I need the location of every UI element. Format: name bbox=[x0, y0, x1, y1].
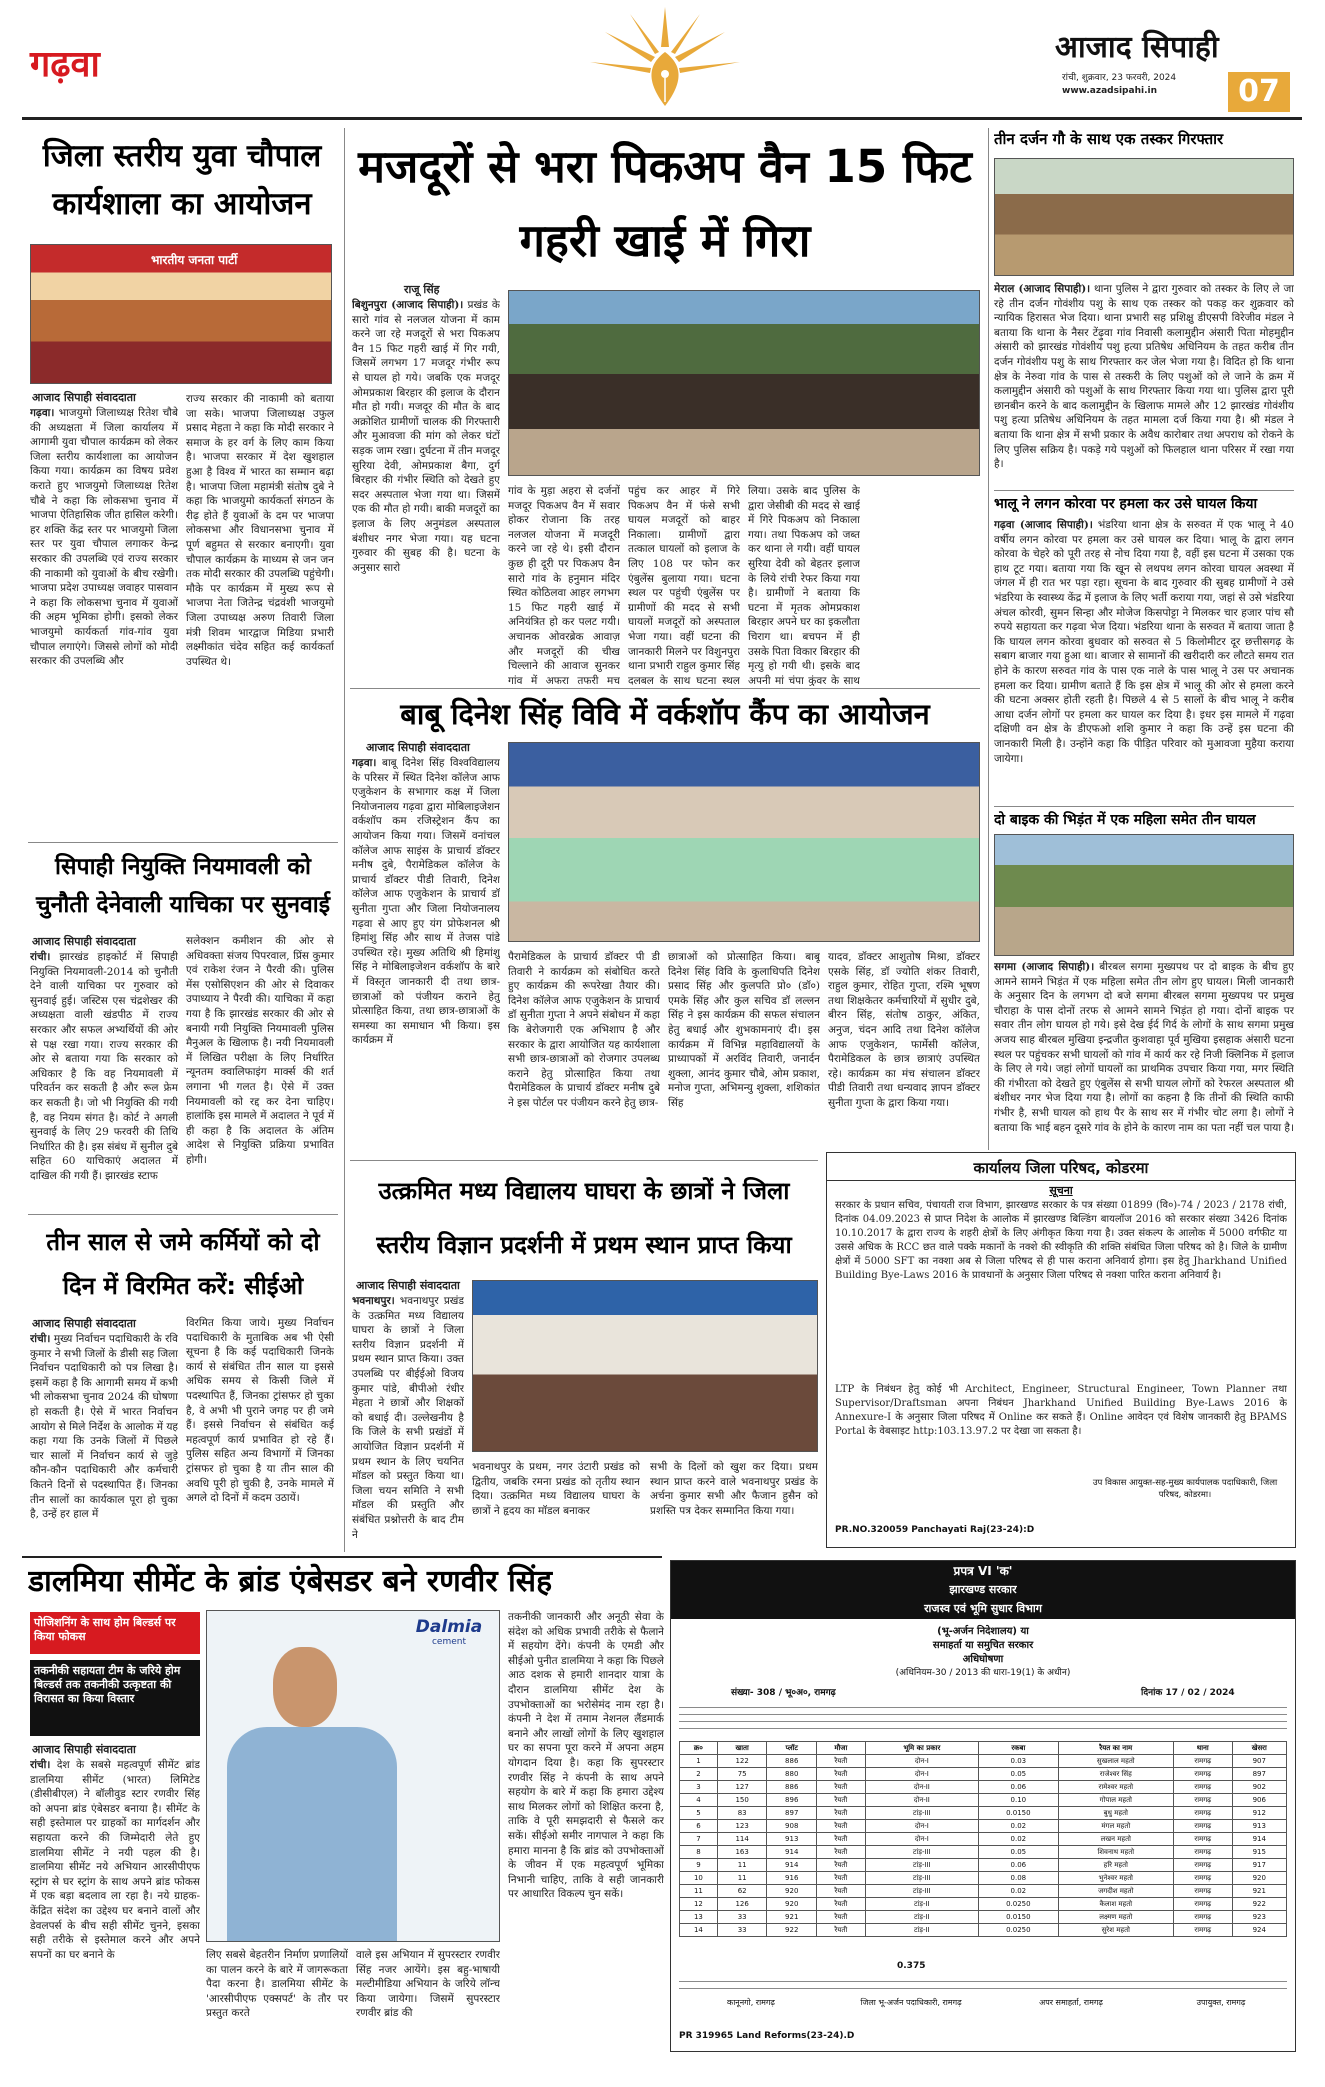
a9-byline: आजाद सिपाही संवाददाता bbox=[356, 1279, 460, 1292]
table-cell: 123 bbox=[717, 1820, 767, 1833]
table-cell: गोपाल महतो bbox=[1058, 1794, 1173, 1807]
table-cell: 886 bbox=[767, 1755, 817, 1768]
a2-col1-text: प्रखंड के सारो गांव से नलजल योजना में काम करने जा रहे मजदूरों से भरा पिकअप वैन 15 फिट गहरी खाई में गिर गयी, जिसमें लगभग 17 मजदूर गंभीर रूप से घायल हो गये। जबकि एक मजदूर ओमप्रकाश बिरहार की इलाज के दौरान मौत हो गयी। मजदूर की मौत के बाद अक्रोशित ग्रामीणों चालक की गिरफ्तारी और मुआवजा की मांग को लेकर घंटों सड़क जाम रखा। दुर्घटना में तीन मजदूर सुरिया देवी, ओमप्रकाश बैगा, दुर्ग बिरहार की गंभीर स्थिति को देखते हुए सदर अस्पताल भेजा गया था। जिसमें एक की मौत हो गयी। बाकी मजदूरों का इलाज के लिए अनुमंडल अस्पताल बंशीधर नगर भेजा गया। यह घटना गुरुवार की सुबह की है। घटना के अनुसार सारो bbox=[352, 299, 500, 574]
col-header: मौजा bbox=[817, 1742, 866, 1755]
table-cell: हरि महतो bbox=[1058, 1859, 1173, 1872]
table-row bbox=[680, 1794, 1287, 1807]
column-rule bbox=[988, 128, 989, 1150]
table-cell: 0.06 bbox=[979, 1781, 1059, 1794]
a10-kicker2: तकनीकी सहायता टीम के जरिये होम बिल्डर्स तक तकनीकी उत्कृष्टता की विरासत का किया विस्तार bbox=[30, 1660, 200, 1736]
table-cell: दोन-I bbox=[865, 1755, 978, 1768]
table-cell: रैयती bbox=[817, 1872, 866, 1885]
table-row bbox=[680, 1820, 1287, 1833]
divider bbox=[350, 688, 980, 689]
col-header: प्लॉट bbox=[767, 1742, 817, 1755]
dalmia-logo-text: Dalmia bbox=[415, 1617, 483, 1637]
table-row bbox=[680, 1768, 1287, 1781]
divider bbox=[28, 842, 338, 843]
table-cell: 917 bbox=[1232, 1859, 1286, 1872]
table-cell: 2 bbox=[680, 1768, 718, 1781]
a4-body-text: भंडरिया थाना क्षेत्र के सरुवत में एक भालू ने 40 वर्षीय लगन कोरवा पर हमला कर उसे घायल कर दिया। भालू के द्वारा लगन कोरवा के चेहरे को पूरी तरह से नोच दिया गया है, वहीं इस घटना में उसका एक हाथ टूट गया। बताया गया कि खून से लथपथ लगन कोरवा घायल अवस्था में जंगल में ही रात भर पड़ा रहा। सूचना के बाद गुरुवार की सुबह ग्रामीणों ने उसे भंडरिया के स्वास्थ्य केंद्र में इलाज के लिए भर्ती कराया गया, जहां से उसे भंडरिया अंचल कोरवी, सुमन सिन्हा और मोजेज किसपोट्टा ने मिलकर चार हजार पांच सौ रुपये सहायता कर गढ़वा भेज दिया। भंडरिया थाना के सरुवत में बताया जाता है कि घायल लगन कोरवा बुधवार को सरुवत से 5 किलोमीटर दूर छत्तीसगढ़ के सबाग बाजार गया हुआ था। बाजार से सामानों की खरीदारी कर लौटते समय रात होने के कारण सरुवत गांव के पास एक नाले के पास भालू ने उस पर अचानक हमला कर दिया। ग्रामीण बताते हैं कि इस क्षेत्र में भालू की ओर से हमला करने की घटना अक्सर होती रहती है। पिछले 4 से 5 सालों के बीच भालू ने करीब आधा दर्जन लोगों पर हमला कर घायल कर दिया है। इधर इस मामले में गढ़वा दक्षिणी वन क्षेत्र के डीएफओ शशि कुमार ने कहा कि उन्हें इस घटना की जानकारी मिली है। उन्होंने कहा कि पीड़ित परिवार को मुआवजा मुहैया कराया जायेगा। bbox=[994, 519, 1294, 765]
a3-body bbox=[994, 282, 1294, 488]
table-cell: 896 bbox=[767, 1794, 817, 1807]
land-table bbox=[679, 1741, 1287, 1937]
notice2-l4: (अधिनियम-30 / 2013 की धारा-19(1) के अधीन) bbox=[895, 1668, 1071, 1678]
notice2-total: 0.375 bbox=[897, 1961, 926, 1971]
col-header: थाना bbox=[1173, 1742, 1232, 1755]
a3-headline: तीन दर्जन गौ के साथ एक तस्कर गिरफ्तार bbox=[994, 130, 1224, 148]
table-cell: टांड़-II bbox=[865, 1898, 978, 1911]
a3-dateline: मेराल (आजाद सिपाही)। bbox=[994, 283, 1091, 295]
masthead bbox=[0, 0, 1325, 118]
a5-col1 bbox=[30, 950, 178, 1210]
table-cell: 921 bbox=[767, 1911, 817, 1924]
divider bbox=[350, 1160, 818, 1161]
notice2-pr: PR 319965 Land Reforms(23-24).D bbox=[679, 2031, 855, 2041]
a4-headline: भालू ने लगन कोरवा पर हमला कर उसे घायल किया bbox=[994, 496, 1258, 512]
table-cell: टांड़-III bbox=[865, 1885, 978, 1898]
dalmia-logo-sub: cement bbox=[431, 1637, 467, 1647]
a10-headline: डालमिया सीमेंट के ब्रांड एंबेसडर बने रणवीर सिंह bbox=[28, 1564, 553, 1599]
table-row bbox=[680, 1872, 1287, 1885]
a4-body bbox=[994, 518, 1294, 804]
table-cell: 11 bbox=[717, 1859, 767, 1872]
a6-col4: यादव, डॉक्टर आशुतोष मिश्रा, डॉक्टर एसके सिंह, डॉ ज्योति शंकर तिवारी, राहुल कुमार, रोहित गुप्ता, रश्मि भूषण तथा शिक्षकेतर कर्मचारियों में सुधीर दुबे, बीरन सिंह, संतोष ठाकुर, अंकित, अनुज, चंदन आदि तथा दिनेश कॉलेज आफ एजुकेशन, फार्मेसी कॉलेज, पैरामेडिकल के छात्र छात्राएं उपस्थित रहे। कार्यक्रम का मंच संचालन डॉक्टर पीडी तिवारी तथा धन्यवाद ज्ञापन डॉक्टर सुनीता गुप्ता के द्वारा किया गया। bbox=[828, 951, 980, 1109]
a7-body bbox=[994, 960, 1294, 1148]
a8-col1 bbox=[30, 1332, 178, 1546]
table-cell: रामगढ़ bbox=[1173, 1794, 1232, 1807]
a7-body-text: बीरबल सगमा मुख्यपथ पर दो बाइक के बीच हुए आमने सामने भिड़ंत में एक महिला समेत तीन लोग हुए घायल। मिली जानकारी के अनुसार दिन के लगभग दो बजे सगमा बीरबल सगमा मुख्यपथ पर प्रमुख चौराहा के पास दोनों तरफ से आमने सामने भिड़ंत हो गया। दोनों बाइक पर सवार तीन लोग घायल हो गये। इसे देख ईर्द गिर्द के लोगों के साथ सगमा प्रमुख अजय साह बीरबल मुखिया इन्द्रजीत कुशवाहा पूर्व मुखिया इसहाक अंसारी घटना स्थल पर पहुंचकर सभी घायलों को गांव में कार्य कर रहे निजी क्लिनिक में इलाज के लिए ले गये। जहां लोगों घायलों का प्राथमिक उपचार किया गया, मगर स्थिति की गंभीरता को देखते हुए एंबुलेंस से सभी घायल लोगों को रेफरल अस्पताल श्री बंशीधर नगर भेज दिया गया है। लोगों का कहना है कि तीनों की स्थिति काफी गंभीर है, सभी घायल को हाथ पैर के साथ सर में गंभीर चोट लगा है। लोगों ने बताया कि भाई बहन दूसरे गांव के होने के कारण नाम का पता नहीं चल पाया है। bbox=[994, 961, 1294, 1134]
a10-col2: लिए सबसे बेहतरीन निर्माण प्रणालियों का पालन करने के बारे में जागरूकता पैदा करना है। डालमिया सीमेंट के 'आरसीपीएफ एक्सपर्ट' के तौर पर प्रस्तुत करते bbox=[206, 1949, 348, 2020]
table-cell: 1 bbox=[680, 1755, 718, 1768]
table-cell: रामेश्वर महतो bbox=[1058, 1781, 1173, 1794]
notice2-sign-2: जिला भू-अर्जन पदाधिकारी, रामगढ़ bbox=[860, 1998, 962, 2007]
col-header: खेसरा bbox=[1232, 1742, 1286, 1755]
a2-col1 bbox=[352, 298, 500, 686]
table-cell: रामगढ़ bbox=[1173, 1833, 1232, 1846]
col-header: रकबा bbox=[979, 1742, 1059, 1755]
a6-col3: छात्राओं को प्रोत्साहित किया। बाबू दिनेश सिंह विवि के कुलाधिपति दिनेश प्रसाद सिंह और कुलपति प्रो० (डॉ०) एमके सिंह और कुल सचिव डॉ लल्लन सिंह ने इस कार्यक्रम की सफल संचालन हेतु बधाई और शुभकामनाएं दी। इस कार्यक्रम में विभिन्न महाविद्यालयों के प्राध्यापकों में अरविंद तिवारी, जनार्दन शुक्ला, आनंद कुमार चौबे, ओम प्रकाश, मनोज गुप्ता, अभिमन्यु शुक्ला, शशिकांत सिंह bbox=[668, 951, 820, 1109]
masthead-rule bbox=[22, 117, 1302, 120]
a2-col3: पहुंच कर आहर में गिरे पिकअप वैन में फंसे सभी घायल मजदूरों को बाहर निकाला। ग्रामीणों द्वारा तत्काल घायलों को इलाज के लिए 108 पर फोन कर एंबुलेंस बुलाया गया। घटना स्थल पर पहुंची एंबुलेंस पर ग्रामीणों की मदद से सभी घायलों मजदूरों को अस्पताल भेजा गया। वहीं घटना की जानकारी मिलने पर विशुनपुरा थाना प्रभारी राहुल कुमार सिंह दलबल के साथ घटना स्थल bbox=[628, 485, 740, 686]
table-cell: 920 bbox=[767, 1898, 817, 1911]
land-table-header bbox=[680, 1742, 1287, 1755]
table-cell: 902 bbox=[1232, 1781, 1286, 1794]
notice2-footer-text bbox=[679, 1975, 1287, 1989]
table-cell: भुनेश्वर महतो bbox=[1058, 1872, 1173, 1885]
a1-dateline: गढ़वा। bbox=[30, 407, 55, 419]
col-header: क्र० bbox=[680, 1742, 718, 1755]
a2-dateline: बिशुनपुरा (आजाद सिपाही)। bbox=[352, 299, 464, 311]
notice2-state: झारखण्ड सरकार bbox=[671, 1581, 1295, 1599]
table-cell: 0.05 bbox=[979, 1768, 1059, 1781]
table-cell: 915 bbox=[1232, 1846, 1286, 1859]
table-cell: 4 bbox=[680, 1794, 718, 1807]
table-cell: 920 bbox=[767, 1885, 817, 1898]
column-rule bbox=[344, 128, 345, 1552]
a5-dateline: रांची। bbox=[30, 951, 51, 963]
table-row bbox=[680, 1846, 1287, 1859]
table-row bbox=[680, 1781, 1287, 1794]
table-cell: रैयती bbox=[817, 1911, 866, 1924]
notice1-pr: PR.NO.320059 Panchayati Raj(23-24):D bbox=[835, 1525, 1035, 1535]
table-cell: 3 bbox=[680, 1781, 718, 1794]
table-cell: 916 bbox=[767, 1872, 817, 1885]
a6-dateline: गढ़वा। bbox=[352, 757, 377, 769]
a10-col1-text: देश के सबसे महत्वपूर्ण सीमेंट ब्रांड डालमिया सीमेंट (भारत) लिमिटेड (डीसीबीएल) ने बॉलीवुड स्टार रणवीर सिंह को अपना ब्रांड एंबेसडर बनाया है। सीमेंट के सही इस्तेमाल पर ग्राहकों का मार्गदर्शन और सहायता करने की जिम्मेदारी लेते हुए डालमिया सीमेंट ने नयी पहल की है। डालमिया सीमेंट नये अभियान आरसीपीएफ स्ट्रांग से घर स्ट्रांग के साथ अपने ब्रांड फोकस में एक बड़ा बदलाव ला रहा है। नये ग्राहक-केंद्रित संदेश का उद्देश्य घर बनाने वालों और डेवलपर्स के बीच सही सीमेंट चुनने, इसका सही तरीके से इस्तेमाल करने और अपने सपनों का घर बनाने के bbox=[30, 1759, 200, 1961]
table-cell: 0.06 bbox=[979, 1859, 1059, 1872]
table-row bbox=[680, 1833, 1287, 1846]
table-cell: जगदीश महतो bbox=[1058, 1885, 1173, 1898]
table-cell: 0.0250 bbox=[979, 1924, 1059, 1937]
a9-colb1: भवनाथपुर के प्रथम, नगर उंटारी प्रखंड को द्वितीय, जबकि रमना प्रखंड को तृतीय स्थान दिया। उत्क्रमित मध्य विद्यालय घाघरा के छात्रों ने हृदय का मॉडल बनाकर bbox=[472, 1461, 640, 1517]
notice2-form: प्रपत्र VI 'क' bbox=[671, 1561, 1295, 1581]
table-cell: दोन-I bbox=[865, 1768, 978, 1781]
a8-byline: आजाद सिपाही संवाददाता bbox=[32, 1317, 136, 1330]
a5-col2: सलेक्शन कमीशन की ओर से अधिवक्ता संजय पिपरवाल, प्रिंस कुमार एवं राकेश रंजन ने पैरवी की। पुलिस मेंस एसोसिएशन की ओर से दिवाकर उपाध्याय ने पैरवी की। याचिका में कहा गया है कि झारखंड सरकार की ओर से बनायी गयी नियुक्ति नियमावली पुलिस मैनुअल के खिलाफ है। नयी नियमावली में लिखित परीक्षा के लिए निर्धारित न्यूनतम क्वालिफाइंग मार्क्स की शर्त लगाना भी गलत है। ऐसे में उक्त नियमावली को रद्द कर देना चाहिए। हालांकि इस मामले में अदालत ने पूर्व में ही कहा है कि अदालत के अंतिम आदेश से नियुक्ति प्रक्रिया प्रभावित होगी। bbox=[186, 935, 334, 1166]
table-cell: दोन-I bbox=[865, 1820, 978, 1833]
a1-col2: राज्य सरकार की नाकामी को बताया जा सके। भाजपा जिलाध्यक्ष उफुल प्रसाद मेहता ने कहा कि मोदी सरकार ने समाज के हर वर्ग के लिए काम किया है। भाजपा सरकार में देश खुशहाल हुआ है विश्व में भारत का सम्मान बढ़ा है। भाजपा जिला महामंत्री संतोष दुबे ने कहा कि भाजयुमो कार्यकर्ता संगठन के रीढ़ होते हैं युवाओं के दम पर भाजपा लोकसभा और विधानसभा चुनाव में पूर्ण बहुमत से सरकार बनाएगी। युवा चौपाल कार्यक्रम के माध्यम से जन जन तक मोदी सरकार की उपलब्धि पहुंचेगी। मौके पर कार्यक्रम में मुख्य रूप से भाजपा नेता जितेन्द्र चंद्रवंशी भाजयुमो जिला उपाध्यक्ष अरुण तिवारी जिला मंत्री शिवम भारद्वाज मिडिया प्रभारी लक्ष्मीकांत चंदेव सहित कई कार्यकर्ता उपस्थित थे। bbox=[186, 393, 334, 668]
table-cell: राजेश्वर सिंह bbox=[1058, 1768, 1173, 1781]
a5-byline: आजाद सिपाही संवाददाता bbox=[32, 935, 136, 948]
a5-headline: सिपाही नियुक्ति नियमावली को चुनौती देनेवाली याचिका पर सुनवाई bbox=[36, 854, 330, 918]
notice2-sign-1: कानूनगो, रामगढ़ bbox=[727, 1998, 775, 2007]
a10-col1 bbox=[30, 1758, 200, 2050]
section-name: गढ़वा bbox=[30, 44, 100, 85]
notice2-l3: अधिघोषणा bbox=[962, 1654, 1004, 1665]
table-cell: 9 bbox=[680, 1859, 718, 1872]
table-cell: कैलाश महतो bbox=[1058, 1898, 1173, 1911]
table-cell: रामगढ़ bbox=[1173, 1911, 1232, 1924]
a8-col1-text: मुख्य निर्वाचन पदाधिकारी के रवि कुमार ने सभी जिलों के डीसी सह जिला निर्वाचन पदाधिकारी को पत्र लिखा है। इसमें कहा है कि आगामी समय में कभी भी लोकसभा चुनाव 2024 की घोषणा हो सकती है। ऐसे में भारत निर्वाचन आयोग से मिले निर्देश के आलोक में यह कहा गया कि उनके जिलों में पिछले चार सालों में निर्वाचन कार्य से जुड़े कौन-कौन पदाधिकारी और कर्मचारी कितने दिनों से पदस्थापित हैं। जिनका तीन सालों का कार्यकाल पूरा हो चुका है, उन्हें हर हाल में bbox=[30, 1333, 178, 1521]
divider bbox=[994, 490, 1294, 491]
notice2-ref: संख्या- 308 / भू०अ०, रामगढ़ bbox=[731, 1688, 836, 1698]
a2-headline: मजदूरों से भरा पिकअप वैन 15 फिट गहरी खाई में गिरा bbox=[358, 140, 972, 267]
table-row bbox=[680, 1885, 1287, 1898]
a6-col2: पैरामेडिकल के प्राचार्य डॉक्टर पी डी तिवारी ने कार्यक्रम को संबोधित करते हुए कार्यक्रम की रूपरेखा तैयार की। दिनेश कॉलेज आफ एजुकेशन के प्राचार्य डॉ सुनीता गुप्ता ने अपने संबोधन में कहा कि बेरोजगारी एक अभिशाप है और सरकार के द्वारा आयोजित यह कार्यशाला सभी छात्र-छात्राओं को रोजगार उपलब्ध कराने हेतु प्रोत्साहित किया तथा पैरामेडिकल के प्राचार्य डॉक्टर मनीष दुबे ने इस पोर्टल पर पंजीयन करने हेतु छात्र- bbox=[508, 951, 660, 1109]
table-cell: 127 bbox=[717, 1781, 767, 1794]
a7-dateline: सगमा (आजाद सिपाही)। bbox=[994, 961, 1095, 973]
table-cell: 0.0250 bbox=[979, 1898, 1059, 1911]
table-cell: 10 bbox=[680, 1872, 718, 1885]
table-cell: 83 bbox=[717, 1807, 767, 1820]
col-header: खाता bbox=[717, 1742, 767, 1755]
notice-land-reforms bbox=[670, 1560, 1296, 2052]
table-cell: 908 bbox=[767, 1820, 817, 1833]
table-cell: 11 bbox=[680, 1885, 718, 1898]
notice2-sign-4: उपायुक्त, रामगढ़ bbox=[1196, 1998, 1246, 2007]
a8-dateline: रांची। bbox=[30, 1333, 51, 1345]
table-cell: 33 bbox=[717, 1924, 767, 1937]
table-cell: रामगढ़ bbox=[1173, 1768, 1232, 1781]
table-cell: 897 bbox=[1232, 1768, 1286, 1781]
a6-headline: बाबू दिनेश सिंह विवि में वर्कशॉप कैंप का आयोजन bbox=[400, 697, 930, 731]
a1-col1 bbox=[30, 406, 178, 838]
a9-col1 bbox=[352, 1294, 464, 1546]
a9-dateline: भवनाथपुर। bbox=[352, 1295, 395, 1307]
table-cell: रामगढ़ bbox=[1173, 1859, 1232, 1872]
table-cell: 914 bbox=[767, 1846, 817, 1859]
table-cell: लखन महतो bbox=[1058, 1833, 1173, 1846]
table-cell: टांड़-II bbox=[865, 1924, 978, 1937]
table-cell: रैयती bbox=[817, 1898, 866, 1911]
table-cell: रैयती bbox=[817, 1885, 866, 1898]
a7-headline: दो बाइक की भिड़ंत में एक महिला समेत तीन घायल bbox=[994, 812, 1256, 828]
a9-headline: उत्क्रमित मध्य विद्यालय घाघरा के छात्रों ने जिला स्तरीय विज्ञान प्रदर्शनी में प्रथम स्थान प्राप्त किया bbox=[376, 1177, 792, 1259]
table-cell: दोन-II bbox=[865, 1781, 978, 1794]
table-cell: रैयती bbox=[817, 1781, 866, 1794]
a1-banner-text: भारतीय जनता पार्टी bbox=[151, 253, 238, 267]
table-cell: 126 bbox=[717, 1898, 767, 1911]
table-cell: रामगढ़ bbox=[1173, 1898, 1232, 1911]
table-cell: 920 bbox=[1232, 1872, 1286, 1885]
a5-col1-text: झारखंड हाइकोर्ट में सिपाही नियुक्ति नियमावली-2014 को चुनौती देने वाली याचिका पर गुरुवार को सुनवाई हुई। जस्टिस एस चंद्रशेखर की अध्यक्षता वाली खंडपीठ में राज्य सरकार और सफल अभ्यर्थियों की ओर से पक्ष रखा गया। राज्य सरकार की ओर से बताया गया कि सरकार को अधिकार है कि वह नियमावली में परिवर्तन कर सकती है और रूल फ्रेम कर सकती है। जो भी नियुक्ति की गयी है, वह नियम संगत है। कोर्ट ने अगली सुनवाई के लिए 29 फरवरी की तिथि निर्धारित की है। इस संबंध में सुनील दुबे सहित 60 याचिकाएं अदालत में दाखिल की गयी हैं। झारखंड स्टाफ bbox=[30, 951, 178, 1182]
table-cell: रैयती bbox=[817, 1794, 866, 1807]
table-cell: रामगढ़ bbox=[1173, 1820, 1232, 1833]
table-row bbox=[680, 1911, 1287, 1924]
table-cell: रामगढ़ bbox=[1173, 1781, 1232, 1794]
notice2-sign-3: अपर समाहर्ता, रामगढ़ bbox=[1039, 1998, 1103, 2007]
table-cell: 922 bbox=[1232, 1898, 1286, 1911]
table-row bbox=[680, 1898, 1287, 1911]
table-cell: टांड़-III bbox=[865, 1807, 978, 1820]
table-cell: दोन-I bbox=[865, 1833, 978, 1846]
divider bbox=[994, 806, 1294, 807]
table-cell: रामगढ़ bbox=[1173, 1885, 1232, 1898]
table-cell: रामगढ़ bbox=[1173, 1846, 1232, 1859]
table-cell: 906 bbox=[1232, 1794, 1286, 1807]
table-cell: 7 bbox=[680, 1833, 718, 1846]
table-cell: 11 bbox=[717, 1872, 767, 1885]
table-cell: 0.08 bbox=[979, 1872, 1059, 1885]
a10-dateline: रांची। bbox=[30, 1759, 51, 1771]
a9-col1-text: भवनाथपुर प्रखंड के उत्क्रमित मध्य विद्यालय घाघरा के छात्रों ने जिला स्तरीय विज्ञान प्रदर्शनी में प्रथम स्थान प्राप्त किया। उक्त उपलब्धि पर बीईईओ विजय कुमार पांडे, बीपीओ रंधीर मेहता ने छात्रों और शिक्षकों को बधाई दी। उल्लेखनीय है कि जिले के सभी प्रखंडों में आयोजित विज्ञान प्रदर्शनी में प्रथम स्थान के लिए चयनित मॉडल को प्रस्तुत किया था। जिला चयन समिति ने सभी मॉडल की प्रस्तुति और संबंधित प्रश्नोत्तरी के बाद टीम ने bbox=[352, 1295, 464, 1541]
a2-byline: राजू सिंह bbox=[404, 283, 440, 296]
table-cell: रामगढ़ bbox=[1173, 1872, 1232, 1885]
table-cell: 912 bbox=[1232, 1807, 1286, 1820]
notice2-date: दिनांक 17 / 02 / 2024 bbox=[1141, 1688, 1235, 1698]
table-cell: 75 bbox=[717, 1768, 767, 1781]
table-cell: टांड़-III bbox=[865, 1846, 978, 1859]
table-cell: रैयती bbox=[817, 1768, 866, 1781]
table-cell: 5 bbox=[680, 1807, 718, 1820]
a1-col1-text: भाजयुमो जिलाध्यक्ष रितेश चौबे की अध्यक्षता में जिला कार्यालय में आगामी युवा चौपाल कार्यक्रम को लेकर जिला स्तरीय कार्यशाला का आयोजन किया गया। कार्यक्रम का विषय प्रवेश कराते हुए भाजयुमो जिलाध्यक्ष रितेश चौबे ने कहा कि लोकसभा चुनाव में भाजपा ऐतिहासिक जीत हासिल करेगी। हर शक्ति केंद्र स्तर पर भाजयुमो जिला स्तर पर युवा चौपाल लगाकर केन्द्र सरकार की उपलब्धि एवं राज्य सरकार की नाकामी को युवाओं के बीच रखेगी। भाजपा प्रदेश उपाध्यक्ष जवाहर पासवान ने कहा कि लोकसभा चुनाव में युवाओं की अहम भूमिका होगी। इसको लेकर भाजयुमो कार्यकर्ता गांव-गांव युवा चौपाल लगाएंगे। जिससे लोगों को मोदी सरकार की उपलब्धि और bbox=[30, 407, 178, 668]
page-number: 07 bbox=[1228, 72, 1290, 112]
ranveer-photo bbox=[206, 1610, 500, 1942]
notice1-title: कार्यालय जिला परिषद, कोडरमा bbox=[827, 1155, 1295, 1181]
notice2-l2: समाहर्ता या समुचित सरकार bbox=[932, 1640, 1034, 1651]
table-cell: लक्ष्मण महतो bbox=[1058, 1911, 1173, 1924]
a9-colb2: सभी के दिलों को खुश कर दिया। प्रथम स्थान प्राप्त करने वाले भवनाथपुर प्रखंड के अर्चना कुमार सभी और फैजान हुसैन को प्रशस्ति पत्र देकर सम्मानित किया गया। bbox=[650, 1461, 818, 1517]
a1-headline: जिला स्तरीय युवा चौपाल कार्यशाला का आयोजन bbox=[42, 138, 322, 222]
table-cell: रैयती bbox=[817, 1820, 866, 1833]
table-cell: रैयती bbox=[817, 1807, 866, 1820]
a6-byline: आजाद सिपाही संवाददाता bbox=[366, 741, 470, 754]
notice2-preamble bbox=[679, 1701, 1287, 1735]
table-cell: सुरेश महतो bbox=[1058, 1924, 1173, 1937]
table-cell: 0.02 bbox=[979, 1833, 1059, 1846]
table-cell: 33 bbox=[717, 1911, 767, 1924]
table-cell: सुखलाल महतो bbox=[1058, 1755, 1173, 1768]
bottom-rule bbox=[22, 1556, 662, 1558]
a4-dateline: गढ़वा (आजाद सिपाही)। bbox=[994, 519, 1093, 531]
a9-photo bbox=[472, 1280, 818, 1452]
table-cell: टांड़-III bbox=[865, 1872, 978, 1885]
a2-col4: लिया। उसके बाद पुलिस के द्वारा जेसीबी की मदद से खाई में गिरे पिकअप को निकाला गया। तथा पिकअप को जब्त कर थाना ले गयी। वहीं घायल सुरिया देवी को बेहतर इलाज के लिये रांची रेफर किया गया है। ग्रामीणों ने बताया कि घटना में मृतक ओमप्रकाश बिरहार अपने घर का इकलौता चिराग था। बचपन में ही उसके पिता विकार बिरहार की मृत्यु हो गयी थी। इसके बाद अपनी मां चंपा कुंवर के साथ bbox=[748, 485, 860, 686]
a2-col2: गांव के मुड़ा अहरा से दर्जनों मजदूर पिकअप वैन में सवार होकर रोजाना कि तरह नलजल योजना में मजदूरी करने जा रहे थे। इसी दौरान कुछ ही दूरी पर पिकअप वैन सारो गांव के हनुमान मंदिर स्थित कोठिलवा आहर लगभग 15 फिट गहरी खाई में अनियंत्रित हो कर पलट गयी। अचानक ओवरब्रेक आवाज़ और मजदूरों की चीख चिल्लाने की आवाज सुनकर गांव में अफरा तफरी मच bbox=[508, 485, 620, 686]
a3-photo bbox=[994, 158, 1294, 276]
a6-col1 bbox=[352, 756, 500, 1152]
a10-kicker1: पोजिशनिंग के साथ होम बिल्डर्स पर किया फोकस bbox=[30, 1612, 200, 1654]
a3-body-text: थाना पुलिस ने द्वारा गुरुवार को तस्कर के लिए ले जा रहे तीन दर्जन गोवंशीय पशु के साथ एक तस्कर को पकड़ कर शुक्रवार को न्यायिक हिरासत भेज दिया। थाना प्रभारी सह प्रशिक्षु डीएसपी विरेजीव मंडल ने बताया कि थाना के नैसर टेंढ़ुवा गांव निवासी कलामुद्दीन अंसारी पिता मोहमुद्दीन अंसारी को झारखंड गोवंशीय पशु हत्या प्रतिषेध अधिनियम के तहत करीब तीन दर्जन गोवंशीय पशु के साथ गिरफ्तार कर जेल भेजा गया है। विदित हो कि थाना क्षेत्र के नेरुवा गांव के पास से तस्करी के लिए पशुओं को ले जाने के क्रम में कलामुद्दीन अंसारी को पशुओं के साथ गिरफ्तार किया गया था। पुलिस द्वारा पूरी छानबीन करने के बाद कलामुद्दीन के खिलाफ मामले और 12 झारखंड गोवंशीय पशु हत्या प्रतिषेध अधिनियम के तहत मामला दर्ज किया गया है। श्री मंडल ने बताया कि थाना क्षेत्र में सभी प्रकार के अवैध कारोबार तथा अपराध को रोकने के लिए पुलिस सक्रिय है। पकड़े गये पशुओं को फिलहाल थाना परिसर में रखा गया है। bbox=[994, 283, 1294, 471]
pen-nib-logo bbox=[585, 2, 745, 112]
table-cell: दोन-II bbox=[865, 1794, 978, 1807]
table-cell: 0.02 bbox=[979, 1885, 1059, 1898]
table-cell: 8 bbox=[680, 1846, 718, 1859]
table-row bbox=[680, 1807, 1287, 1820]
table-cell: 914 bbox=[767, 1859, 817, 1872]
person-body bbox=[227, 1727, 397, 1942]
table-cell: 0.10 bbox=[979, 1794, 1059, 1807]
a7-photo bbox=[994, 834, 1294, 956]
divider bbox=[28, 1214, 338, 1215]
table-cell: 914 bbox=[1232, 1833, 1286, 1846]
table-cell: 13 bbox=[680, 1911, 718, 1924]
table-cell: 0.03 bbox=[979, 1755, 1059, 1768]
date-line: रांची, शुक्रवार, 23 फरवरी, 2024 bbox=[1062, 73, 1177, 83]
table-cell: 12 bbox=[680, 1898, 718, 1911]
table-cell: 0.02 bbox=[979, 1820, 1059, 1833]
table-cell: 886 bbox=[767, 1781, 817, 1794]
table-cell: 880 bbox=[767, 1768, 817, 1781]
table-cell: रामगढ़ bbox=[1173, 1807, 1232, 1820]
table-cell: 62 bbox=[717, 1885, 767, 1898]
table-cell: 163 bbox=[717, 1846, 767, 1859]
table-cell: 0.0150 bbox=[979, 1911, 1059, 1924]
a8-col2: विरमित किया जाये। मुख्य निर्वाचन पदाधिकारी के मुताबिक अब भी ऐसी सूचना है कि कई पदाधिकारी जिनके कार्य से संबंधित तीन साल या इससे अधिक समय से किसी जिले में पदस्थापित हैं, जिनका ट्रांसफर हो चुका है, वे अभी भी पुराने जगह पर ही जमे हैं। इससे निर्वाचन से संबंधित कई महत्वपूर्ण कार्य प्रभावित हो रहे हैं। पुलिस सहित अन्य विभागों में जिनका ट्रांसफर हो चुका है या तीन साल की अवधि पूरी हो चुकी है, उनके मामले में अगले दो दिनों में कदम उठायें। bbox=[186, 1317, 334, 1505]
a10-col4: तकनीकी जानकारी और अनूठी सेवा के संदेश को अधिक प्रभावी तरीके से फैलाने में सहयोग देंगे। कंपनी के एमडी और सीईओ पुनीत डालमिया ने कहा कि पिछले आठ दशक से हमारी शानदार यात्रा के दौरान डालमिया सीमेंट देश के उपभोक्ताओं का भरोसेमंद नाम रहा है। कंपनी ने देश में तमाम नेशनल लैंडमार्क बनाने और लाखों लोगों के लिए खुशहाल घर का सपना पूरा करने में अपना अहम योगदान दिया है। कहा कि सुपरस्टार रणवीर सिंह ने कंपनी के साथ अपने सहयोग के बारे में कहा कि हमारा उद्देश्य साथ मिलकर लोगों को शिक्षित करना है, ताकि वे पूरी समझदारी से फैसले कर सकें। सीईओ समीर नागपाल ने कहा कि हमारा मानना है कि ब्रांड को उपभोक्ताओं के जीवन में एक महत्वपूर्ण भूमिका निभानी चाहिए, ताकि वे सही जानकारी पर आधारित विकल्प चुन सकें। bbox=[508, 1611, 664, 1901]
notice-kodarma bbox=[826, 1152, 1296, 1548]
a6-col1-text: बाबू दिनेश सिंह विश्वविद्यालय के परिसर में स्थित दिनेश कॉलेज आफ एजुकेशन के सभागार कक्ष में जिला नियोजनालय गढ़वा द्वारा मोबिलाइजेशन वर्कशॉप कम रजिस्ट्रेशन कैंप का आयोजन किया गया। जिसमें वनांचल कॉलेज आफ साइंस के प्राचार्य डॉक्टर मनीष दुबे, पैरामेडिकल कॉलेज के प्राचार्य डॉक्टर पीडी तिवारी, दिनेश कॉलेज आफ एजुकेशन के प्राचार्य डॉ सुनीता गुप्ता और जिला नियोजनालय गढ़वा से आए हुए यंग प्रोफेशनल श्री हिमांशु सिंह और साथ में तेजस पांडे उपस्थित रहे। मुख्य अतिथि श्री हिमांशु सिंह ने मोबिलाइजेशन वर्कशॉप के बारे में विस्तृत जानकारी दी तथा छात्र-छात्राओं को पंजीयन कराने हेतु प्रोत्साहित किया, तथा छात्र-छात्राओं के समस्या का समाधान भी किया। इस कार्यक्रम में bbox=[352, 757, 500, 1047]
notice2-l1: (भू-अर्जन निदेशालय) या bbox=[937, 1626, 1029, 1637]
table-cell: रैयती bbox=[817, 1846, 866, 1859]
table-cell: रैयती bbox=[817, 1755, 866, 1768]
notice1-sign: उप विकास आयुक्त-सह-मुख्य कार्यपालक पदाधिकारी, जिला परिषद, कोडरमा। bbox=[1092, 1478, 1278, 1500]
a6-photo bbox=[508, 742, 980, 942]
table-cell: रामगढ़ bbox=[1173, 1755, 1232, 1768]
a1-photo bbox=[30, 244, 332, 384]
table-cell: रामगढ़ bbox=[1173, 1924, 1232, 1937]
table-cell: टांड़-III bbox=[865, 1859, 978, 1872]
table-cell: रैयती bbox=[817, 1924, 866, 1937]
a10-col3: वाले इस अभियान में सुपरस्टार रणवीर सिंह नजर आयेंगे। इस बहु-भाषायी मल्टीमीडिया अभियान के जरिये लॉन्च किया जायेगा। जिसमें सुपरस्टार रणवीर ब्रांड की bbox=[356, 1949, 500, 2020]
table-row bbox=[680, 1755, 1287, 1768]
col-header: रैयत का नाम bbox=[1058, 1742, 1173, 1755]
table-cell: 907 bbox=[1232, 1755, 1286, 1768]
table-row bbox=[680, 1924, 1287, 1937]
a1-byline: आजाद सिपाही संवाददाता bbox=[32, 391, 136, 404]
table-row bbox=[680, 1859, 1287, 1872]
table-cell: मंगल महतो bbox=[1058, 1820, 1173, 1833]
table-cell: 14 bbox=[680, 1924, 718, 1937]
table-cell: 913 bbox=[1232, 1820, 1286, 1833]
table-cell: 6 bbox=[680, 1820, 718, 1833]
table-cell: शिवनाथ महतो bbox=[1058, 1846, 1173, 1859]
table-cell: 924 bbox=[1232, 1924, 1286, 1937]
table-cell: 923 bbox=[1232, 1911, 1286, 1924]
a2-photo bbox=[508, 290, 980, 476]
notice1-body: सरकार के प्रधान सचिव, पंचायती राज विभाग, झारखण्ड सरकार के पत्र संख्या 01899 (वि०)-74 / 2023 / 2178 रांची, दिनांक 04.09.2023 से प्राप्त निदेश के आलोक में झारखण्ड बिल्डिंग बायलॉज 2016 को सरकार संख्या 3426 दिनांक 10.10.2017 के द्वारा राज्य के शहरी क्षेत्रों के लिए अंगीकृत किया गया है। उक्त संकल्प के आलोक में 5000 वर्गफीट या उससे अधिक के RCC छत वाले पक्के मकानों के नक्शे की स्वीकृति की शक्ति संबंधित जिला परिषद को है। जिले के ग्रामीण क्षेत्रों में 5000 SFT का नक्शा अब से जिला परिषद से ही पास कराना अनिवार्य होगा। इस हेतु Jharkhand Unified Building Bye-Laws 2016 के प्रावधानों के अनुसार जिला परिषद से नक्शा पारित कराना अनिवार्य है। bbox=[835, 1200, 1287, 1281]
notice2-dept: राजस्व एवं भूमि सुधार विभाग bbox=[671, 1599, 1295, 1619]
table-cell: बुधु महतो bbox=[1058, 1807, 1173, 1820]
notice1-body2: LTP के निबंधन हेतु कोई भी Architect, Engineer, Structural Engineer, Town Planner तथा Supervisor/Draftsman अपना निबंधन Jharkhand Unified Building Bye-Laws 2016 के Annexure-I के अनुसार जिला परिषद में Online कर सकते हैं। Online आवेदन एवं विशेष जानकारी हेतु BPAMS Portal के वेबसाइट http:103.13.97.2 पर देखा जा सकता है। bbox=[835, 1384, 1287, 1437]
table-cell: टांड़-II bbox=[865, 1911, 978, 1924]
table-cell: रैयती bbox=[817, 1859, 866, 1872]
paper-title: आजाद सिपाही bbox=[1055, 30, 1219, 65]
a8-headline: तीन साल से जमे कर्मियों को दो दिन में विरमित करें: सीईओ bbox=[46, 1228, 320, 1300]
table-cell: 913 bbox=[767, 1833, 817, 1846]
notice1-sub: सूचना bbox=[1049, 1184, 1073, 1197]
table-cell: 122 bbox=[717, 1755, 767, 1768]
table-cell: 0.0150 bbox=[979, 1807, 1059, 1820]
dalmia-logo bbox=[403, 1617, 495, 1647]
table-cell: 0.05 bbox=[979, 1846, 1059, 1859]
table-cell: 921 bbox=[1232, 1885, 1286, 1898]
col-header: भूमि का प्रकार bbox=[865, 1742, 978, 1755]
a10-byline: आजाद सिपाही संवाददाता bbox=[32, 1743, 136, 1756]
table-cell: 150 bbox=[717, 1794, 767, 1807]
table-cell: 897 bbox=[767, 1807, 817, 1820]
table-cell: रैयती bbox=[817, 1833, 866, 1846]
table-cell: 114 bbox=[717, 1833, 767, 1846]
website: www.azadsipahi.in bbox=[1062, 86, 1157, 96]
person-head bbox=[273, 1647, 337, 1727]
table-cell: 922 bbox=[767, 1924, 817, 1937]
